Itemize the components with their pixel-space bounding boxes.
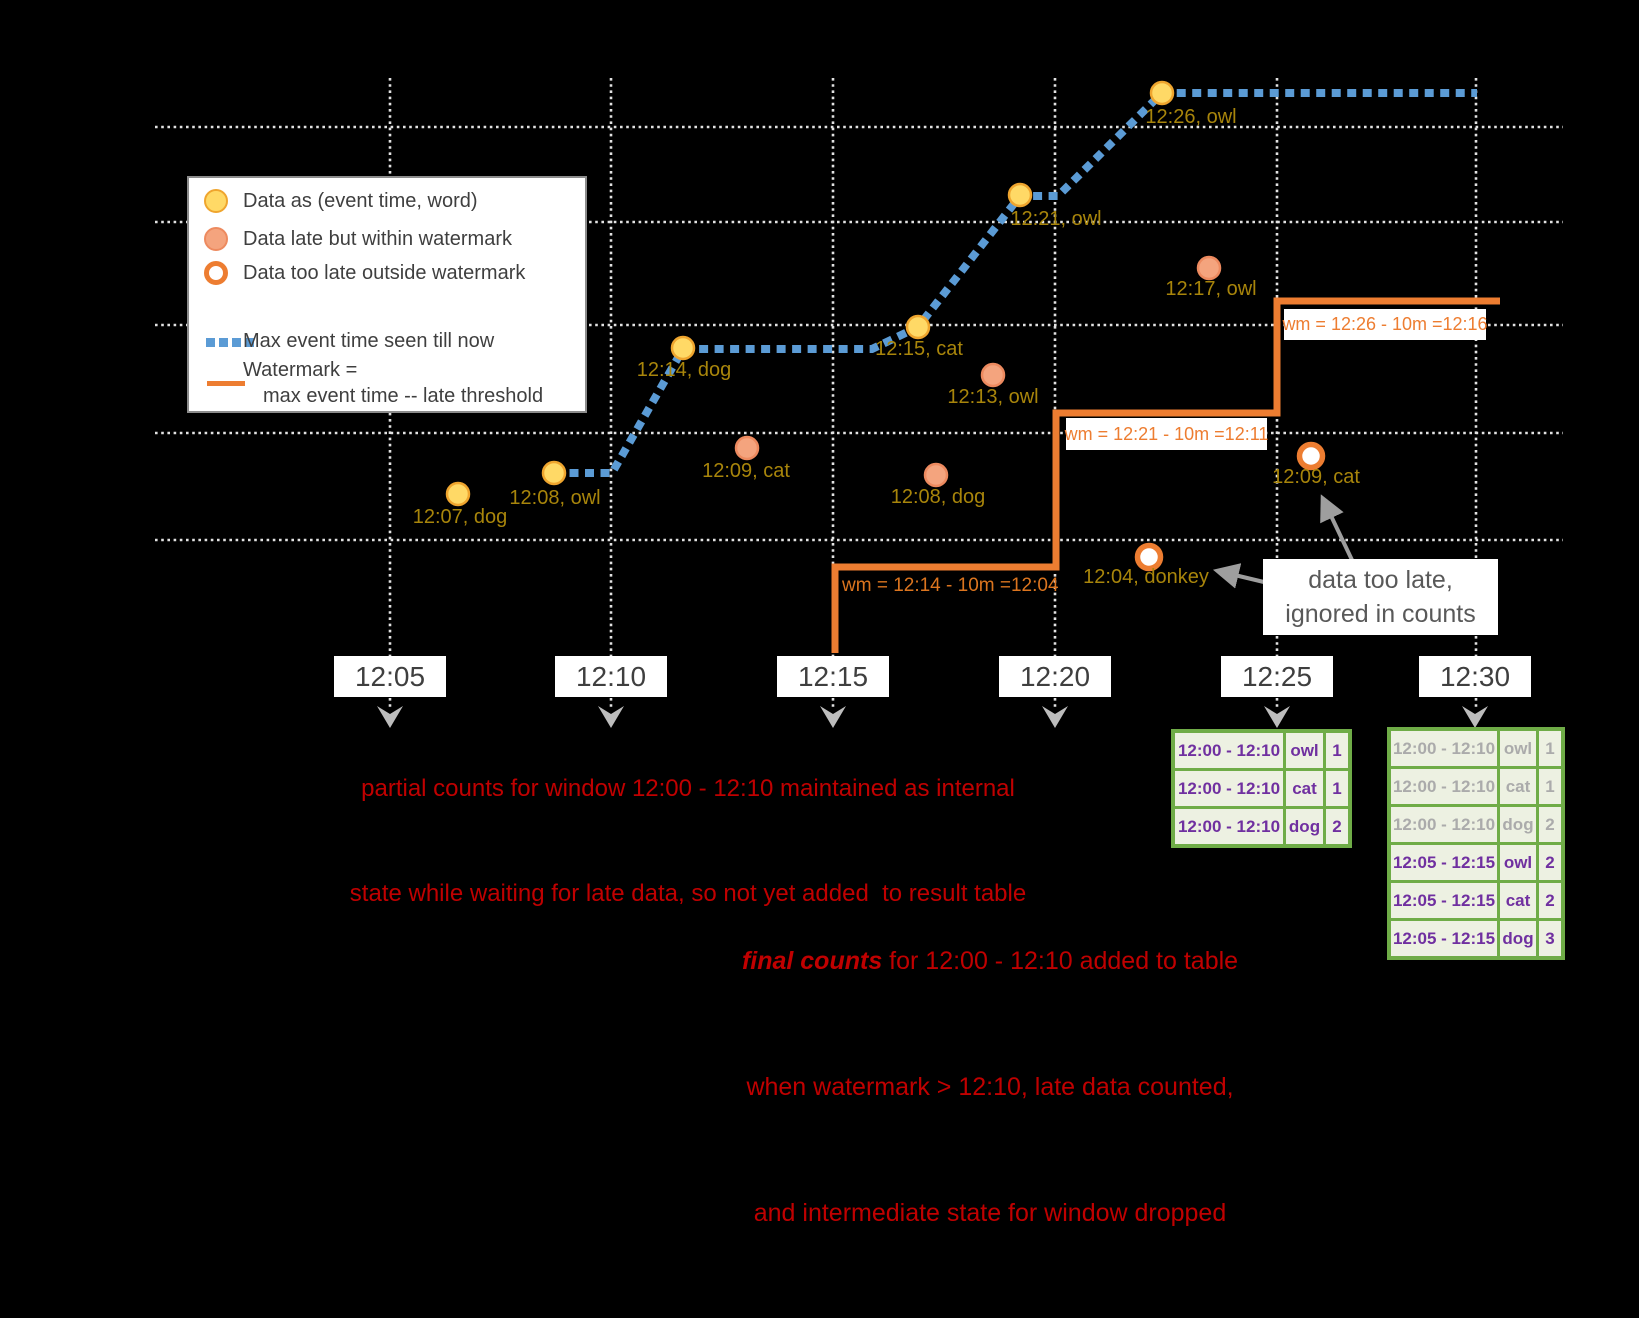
too-late-line2: ignored in counts: [1285, 600, 1476, 628]
note-final-line1: [742, 940, 1238, 982]
too-late-callout: [1263, 559, 1498, 635]
table-cell-word: cat: [1500, 769, 1536, 804]
point-label: 12:21, owl: [1010, 208, 1102, 230]
x-tick-1225: 12:25: [1221, 656, 1333, 697]
table-cell-count: 1: [1539, 731, 1561, 766]
point-label: 12:04, donkey: [1083, 566, 1209, 588]
data-point-ontime: [1151, 82, 1173, 104]
table-cell-window: 12:00 - 12:10: [1391, 731, 1497, 766]
table-cell-word: cat: [1500, 883, 1536, 918]
table-cell-window: 12:00 - 12:10: [1175, 809, 1283, 844]
legend-watermark-label: Watermark =: [243, 359, 358, 381]
table-cell-word: dog: [1286, 809, 1323, 844]
data-point-toolate: [1300, 445, 1323, 468]
table-cell-window: 12:05 - 12:15: [1391, 845, 1497, 880]
legend-max-event-label: Max event time seen till now: [243, 330, 495, 352]
table-cell-window: 12:00 - 12:10: [1175, 733, 1283, 768]
table-cell-word: cat: [1286, 771, 1323, 806]
watermark-annotation-1: wm = 12:14 - 10m =12:04: [842, 575, 1059, 596]
data-point-ontime: [672, 337, 694, 359]
arrow-to-donkey: [1218, 571, 1268, 583]
table-cell-word: owl: [1500, 845, 1536, 880]
table-cell-window: 12:05 - 12:15: [1391, 883, 1497, 918]
legend-item-label: Data as (event time, word): [243, 190, 478, 212]
point-label: 12:14, dog: [636, 359, 732, 381]
tick-arrow: [1462, 706, 1488, 728]
data-point-late: [982, 364, 1004, 386]
data-point-late: [925, 464, 947, 486]
table-cell-word: owl: [1286, 733, 1323, 768]
note-final-rest: for 12:00 - 12:10 added to table: [882, 947, 1239, 975]
tick-arrow: [1042, 706, 1068, 728]
point-label: 12:08, dog: [890, 486, 986, 508]
result-table-final: [1387, 727, 1565, 960]
table-cell-count: 2: [1539, 845, 1561, 880]
legend-ontime-dot-icon: [204, 189, 228, 213]
point-label: 12:17, owl: [1165, 278, 1257, 300]
x-tick-1210: 12:10: [555, 656, 667, 697]
table-cell-count: 1: [1326, 733, 1348, 768]
x-tick-1205: 12:05: [334, 656, 446, 697]
result-table-partial: [1171, 729, 1352, 848]
point-label: 12:07, dog: [412, 506, 508, 528]
point-label: 12:09, cat: [702, 460, 790, 482]
table-cell-count: 2: [1539, 807, 1561, 842]
note-final-line2: when watermark > 12:10, late data counted,: [746, 1073, 1234, 1101]
arrow-to-late-cat: [1323, 499, 1352, 560]
table-cell-count: 1: [1539, 769, 1561, 804]
x-tick-1220: 12:20: [999, 656, 1111, 697]
data-point-late: [1198, 257, 1220, 279]
table-cell-count: 3: [1539, 921, 1561, 956]
table-cell-word: owl: [1500, 731, 1536, 766]
table-cell-count: 2: [1539, 883, 1561, 918]
data-point-ontime: [907, 316, 929, 338]
data-point-late: [736, 437, 758, 459]
legend-watermark-line-icon: [207, 381, 245, 386]
watermark-annotation-3: wm = 12:26 - 10m =12:16: [1284, 309, 1486, 340]
note-final-line3: and intermediate state for window dropped: [753, 1199, 1227, 1227]
max-event-time-line: [554, 93, 1477, 473]
note-final-emphasis: final counts: [741, 947, 883, 975]
too-late-line1: data too late,: [1308, 566, 1453, 594]
point-label: 12:15, cat: [875, 338, 963, 360]
note-partial-line2: state while waiting for late data, so not yet added to result table: [349, 880, 1027, 907]
point-label: 12:08, owl: [509, 487, 601, 509]
x-tick-1215: 12:15: [777, 656, 889, 697]
note-final-counts: [742, 856, 1238, 1318]
table-cell-window: 12:00 - 12:10: [1175, 771, 1283, 806]
point-label: 12:26, owl: [1145, 106, 1237, 128]
table-cell-count: 1: [1326, 771, 1348, 806]
x-tick-1230: 12:30: [1419, 656, 1531, 697]
data-point-ontime: [543, 462, 565, 484]
legend: [187, 176, 587, 413]
note-partial-line1: partial counts for window 12:00 - 12:10 maintained as internal: [361, 775, 1015, 802]
watermark-annotation-2: wm = 12:21 - 10m =12:11: [1066, 418, 1267, 450]
table-cell-window: 12:00 - 12:10: [1391, 807, 1497, 842]
data-point-ontime: [447, 483, 469, 505]
tick-arrow: [1264, 706, 1290, 728]
point-label: 12:13, owl: [947, 386, 1039, 408]
point-label: 12:09, cat: [1272, 466, 1360, 488]
table-cell-window: 12:00 - 12:10: [1391, 769, 1497, 804]
table-cell-window: 12:05 - 12:15: [1391, 921, 1497, 956]
table-cell-word: dog: [1500, 807, 1536, 842]
legend-late-dot-icon: [204, 227, 228, 251]
legend-watermark-label2: max event time -- late threshold: [263, 385, 544, 407]
legend-item-label: Data late but within watermark: [243, 228, 513, 250]
legend-toolate-ring-icon: [204, 261, 228, 285]
legend-item-label: Data too late outside watermark: [243, 262, 526, 284]
table-cell-count: 2: [1326, 809, 1348, 844]
data-point-ontime: [1009, 184, 1031, 206]
table-cell-word: dog: [1500, 921, 1536, 956]
